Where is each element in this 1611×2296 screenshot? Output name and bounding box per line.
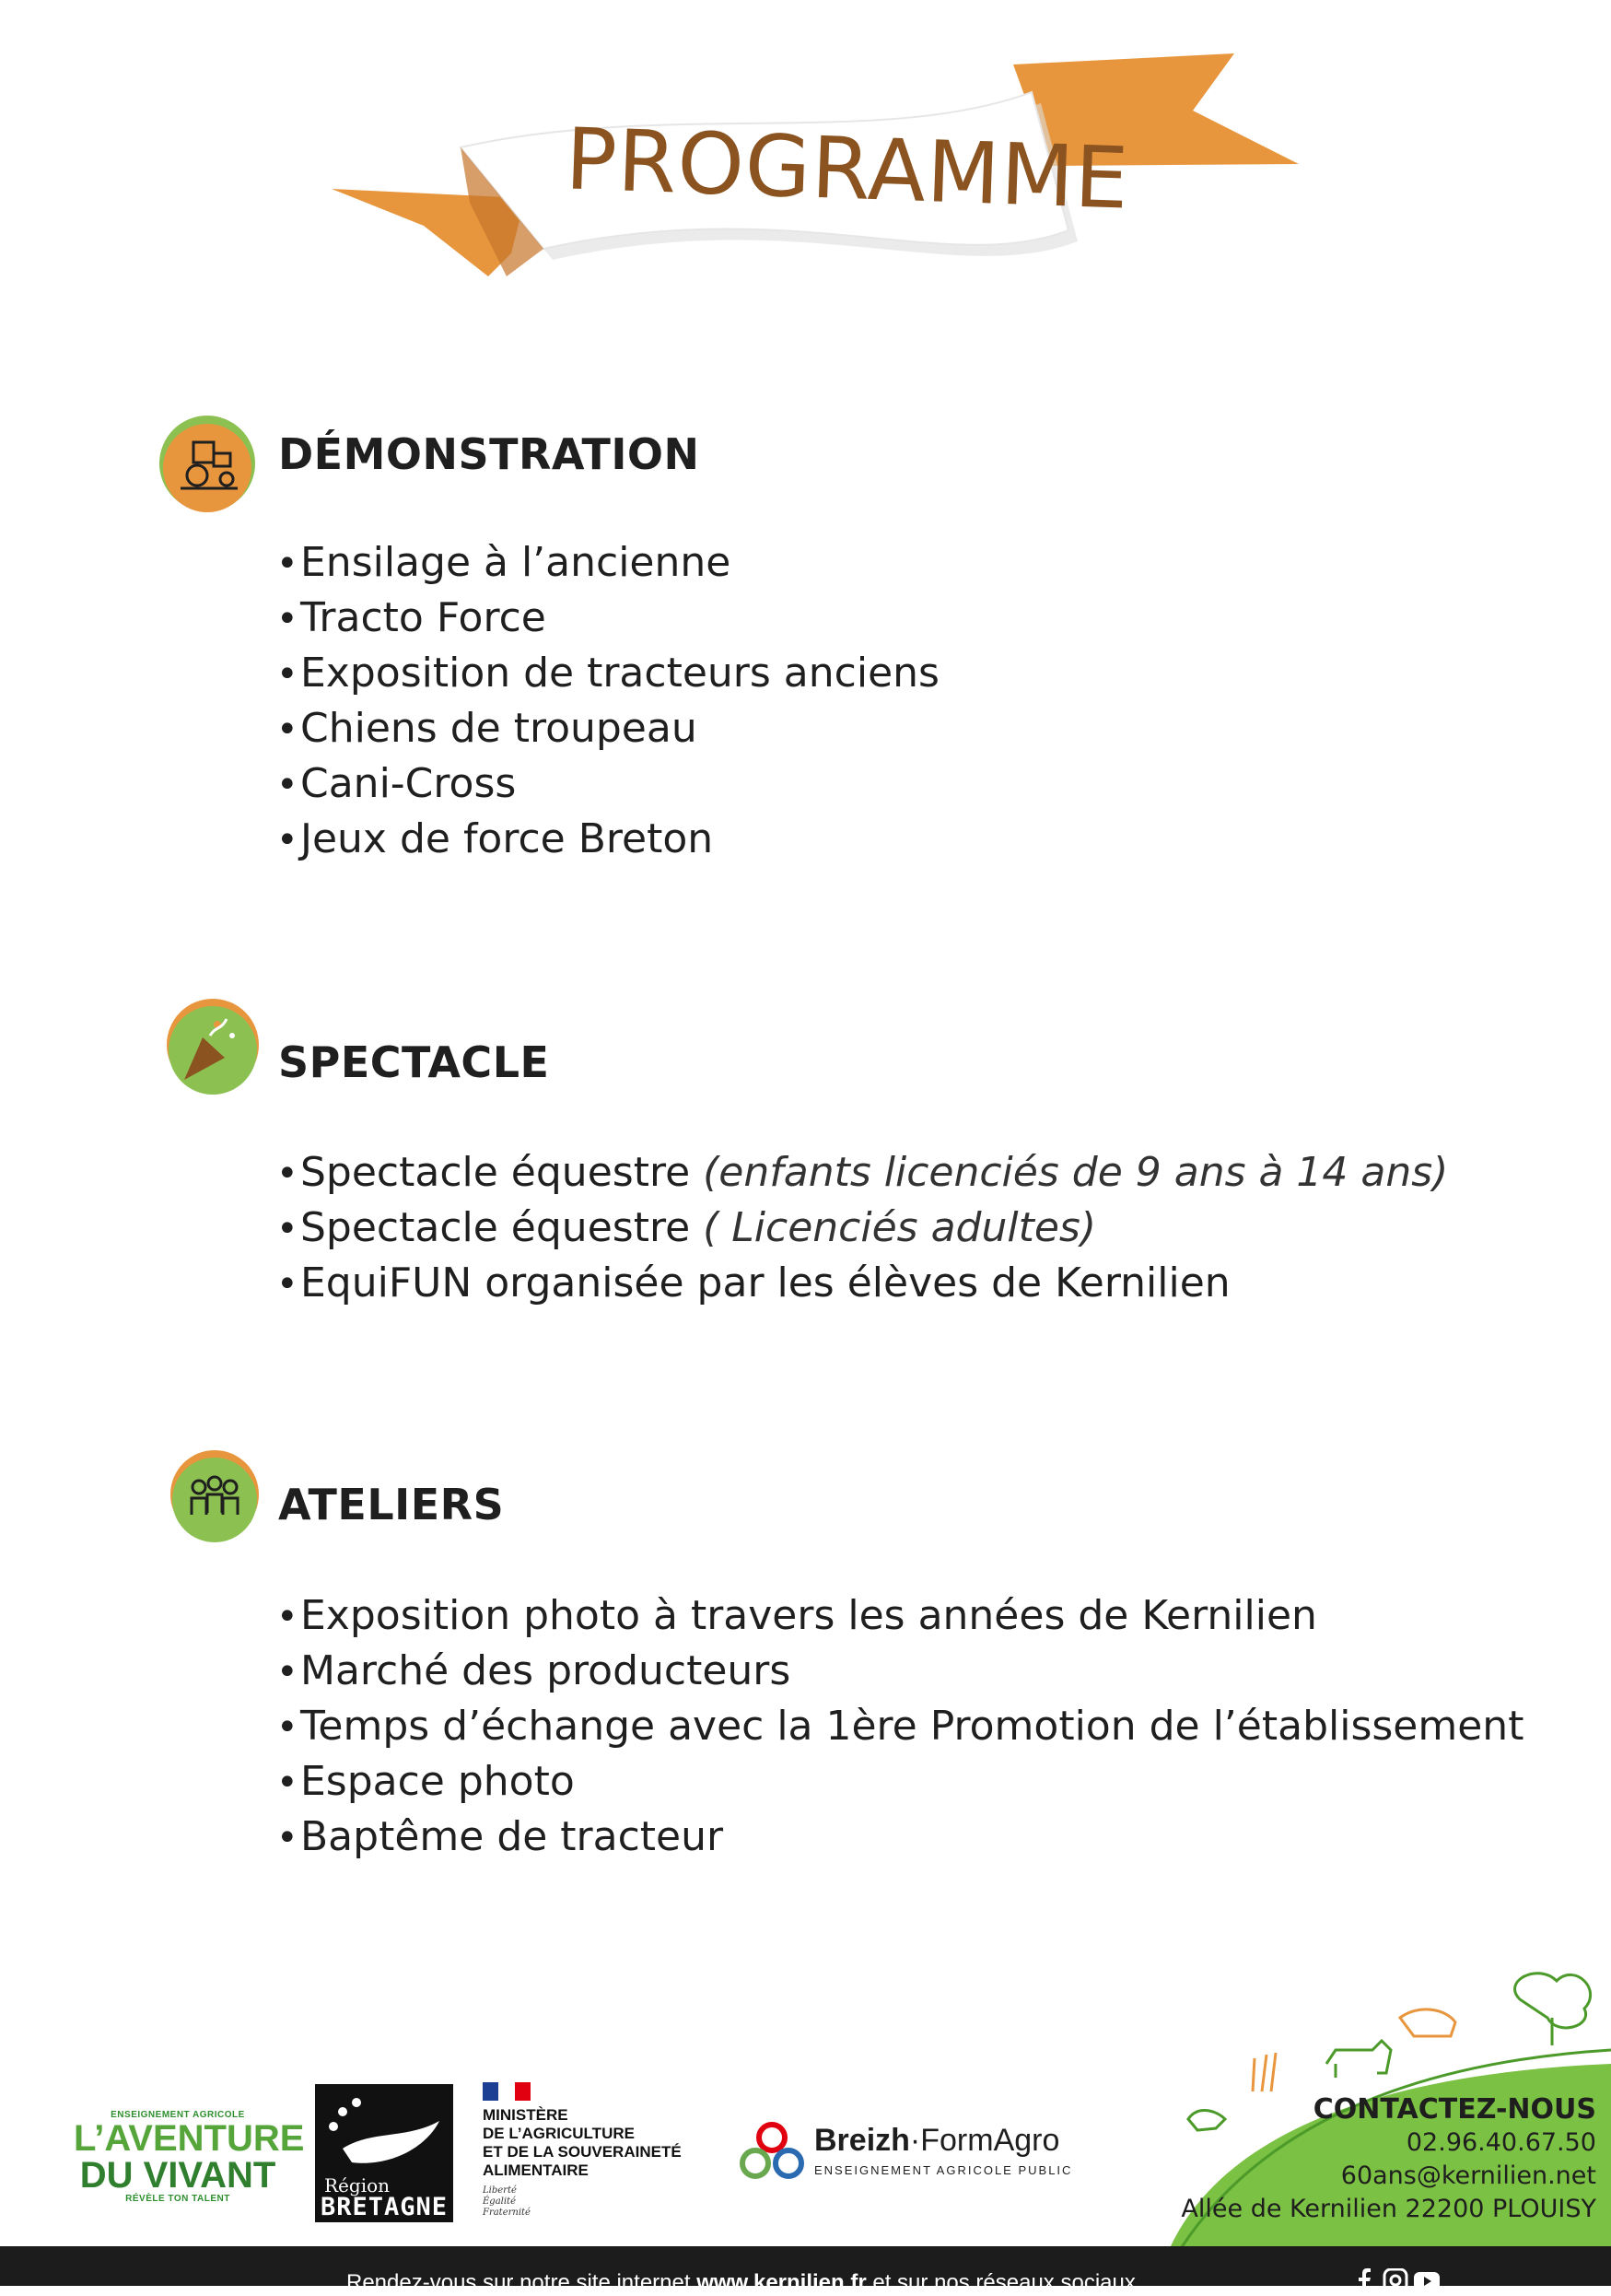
- list-item: •Exposition photo à travers les années de Kernilien: [276, 1592, 1317, 1639]
- section-title-demonstration: DÉMONSTRATION: [278, 429, 700, 479]
- ministere-agriculture-logo: MINISTÈRE DE L’AGRICULTURE ET DE LA SOUVERAINETÉ ALIMENTAIRE Liberté Égalité Fraternité: [483, 2082, 722, 2220]
- people-group-icon: [166, 1448, 263, 1546]
- list-item: •Temps d’échange avec la 1ère Promotion de l’établissement: [276, 1703, 1524, 1750]
- breizh-formagro-logo: Breizh·FormAgro ENSEIGNEMENT AGRICOLE PUBLIC: [737, 2115, 1078, 2189]
- footer-bar: [0, 2246, 1611, 2295]
- ermine-bird-icon: [324, 2093, 444, 2173]
- aventure-du-vivant-logo: ENSEIGNEMENT AGRICOLE L’AVENTURE DU VIVANT RÉVÈLE TON TALENT: [74, 2110, 305, 2204]
- french-flag-icon: [483, 2082, 531, 2101]
- contact-email[interactable]: 60ans@kernilien.net: [1340, 2161, 1596, 2190]
- contact-address: Allée de Kernilien 22200 PLOUISY: [1181, 2195, 1596, 2223]
- contact-block: [1181, 2093, 1596, 2226]
- website-link[interactable]: www.kernilien.fr: [696, 2270, 867, 2295]
- facebook-icon[interactable]: [1350, 2268, 1378, 2292]
- youtube-icon[interactable]: [1413, 2268, 1441, 2292]
- party-popper-icon: [164, 999, 262, 1096]
- list-item: •Spectacle équestre (enfants licenciés de 9 ans à 14 ans): [276, 1149, 1449, 1196]
- list-item: •Exposition de tracteurs anciens: [276, 650, 940, 697]
- list-item: •Baptême de tracteur: [276, 1813, 724, 1860]
- page-title: PROGRAMME: [564, 110, 1131, 228]
- list-item: •Jeux de force Breton: [276, 815, 714, 862]
- triskel-icon: [737, 2119, 807, 2184]
- list-item: •Marché des producteurs: [276, 1647, 791, 1694]
- tractor-icon: [158, 415, 256, 512]
- list-item: •EquiFUN organisée par les élèves de Kernilien: [276, 1259, 1231, 1306]
- footer-text: Rendez-vous sur notre site internet www.kernilien.fr et sur nos réseaux sociaux: [346, 2270, 1136, 2295]
- ateliers-list: [276, 1588, 1523, 1865]
- list-item: •Cani-Cross: [276, 760, 517, 807]
- instagram-icon[interactable]: [1382, 2268, 1409, 2292]
- contact-phone[interactable]: 02.96.40.67.50: [1406, 2128, 1596, 2157]
- list-item: •Espace photo: [276, 1758, 575, 1805]
- list-item: •Tracto Force: [276, 594, 546, 641]
- spectacle-list: [276, 1145, 1448, 1311]
- section-title-spectacle: SPECTACLE: [278, 1037, 550, 1087]
- list-item: •Chiens de troupeau: [276, 705, 697, 752]
- list-item: •Spectacle équestre ( Licenciés adultes): [276, 1204, 1096, 1251]
- demonstration-list: [276, 535, 940, 867]
- region-bretagne-logo: Région BRETAGNE: [315, 2084, 453, 2222]
- section-title-ateliers: ATELIERS: [278, 1480, 505, 1529]
- contact-title: CONTACTEZ-NOUS: [1313, 2093, 1596, 2126]
- list-item: •Ensilage à l’ancienne: [276, 539, 731, 586]
